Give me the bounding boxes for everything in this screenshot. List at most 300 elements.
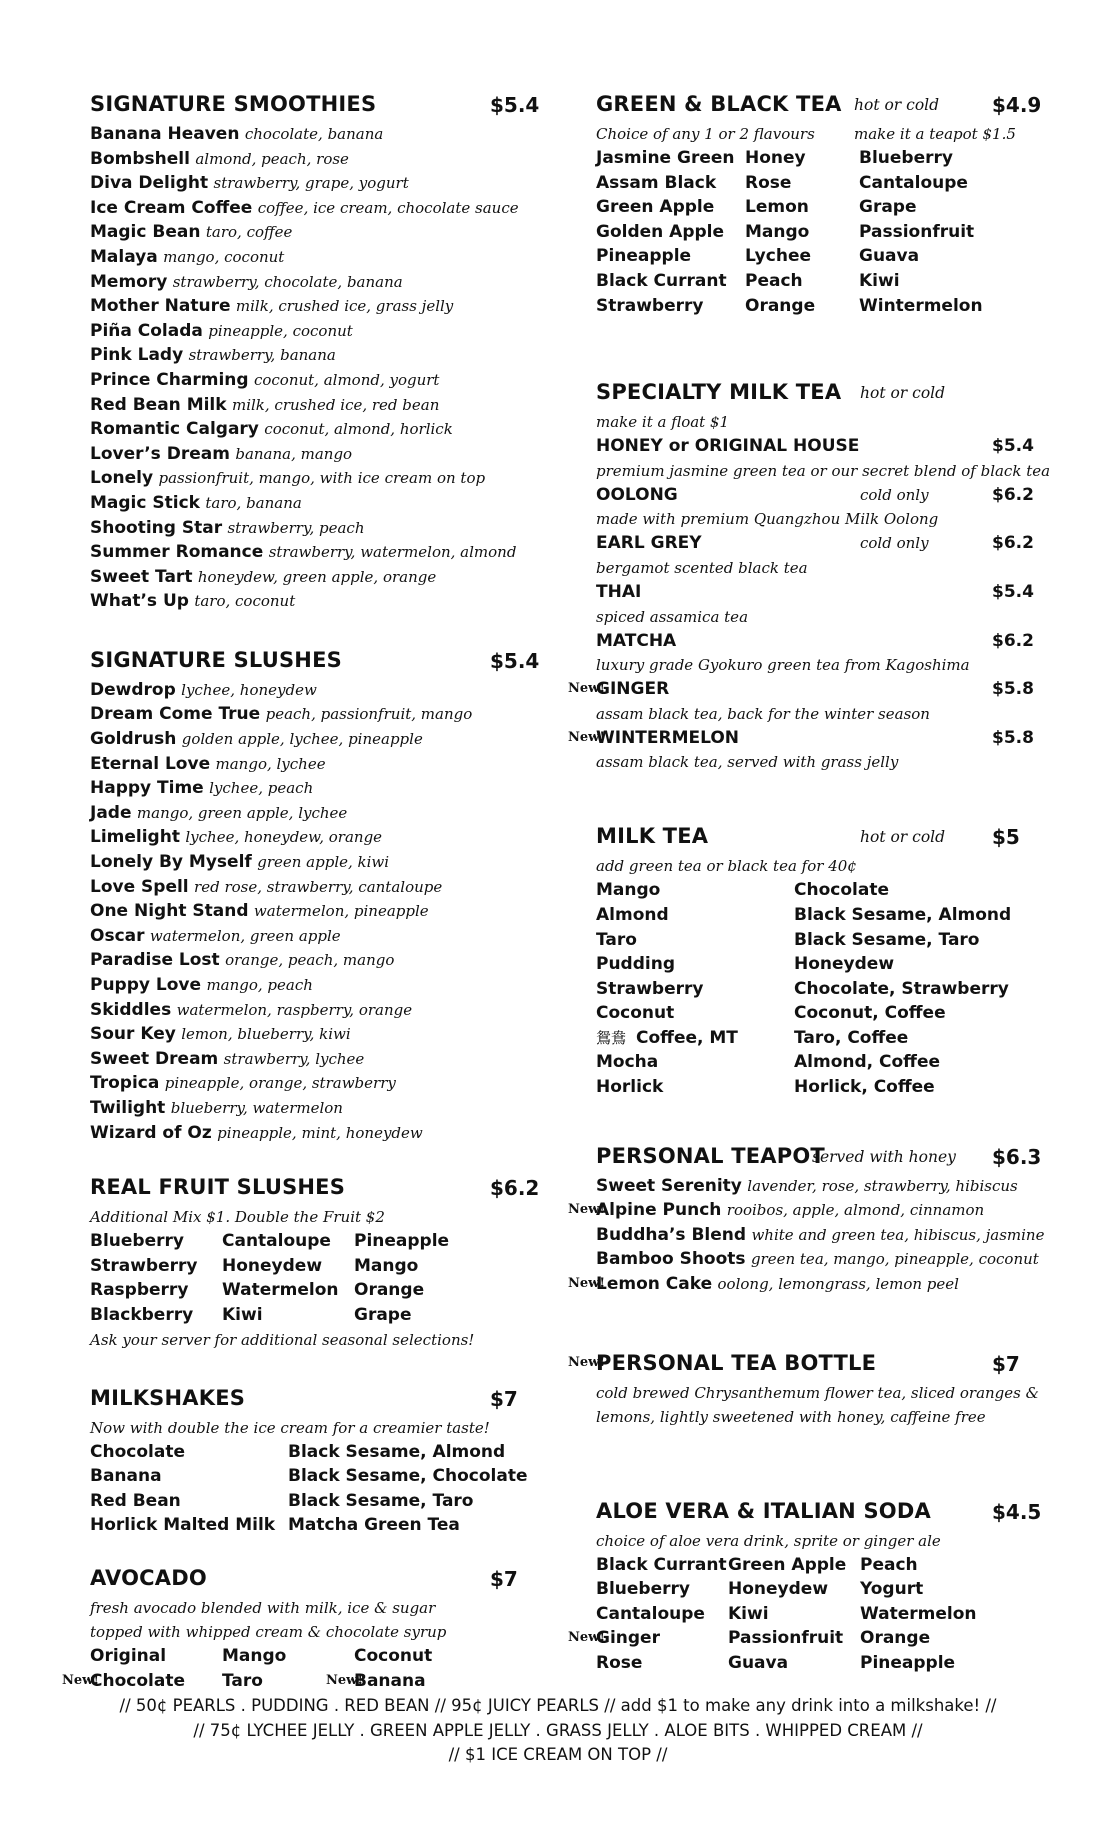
- menu-option: Coffee, MT: [636, 1027, 738, 1048]
- menu-option: Watermelon: [222, 1280, 339, 1301]
- flavour-grid: [596, 146, 1036, 318]
- menu-option: Cantaloupe: [222, 1231, 331, 1252]
- menu-item: [90, 491, 530, 516]
- menu-option: Original: [90, 1645, 167, 1666]
- menu-item: [90, 466, 530, 491]
- milkshake-grid: [90, 1440, 530, 1538]
- menu-option: Honeydew: [728, 1579, 829, 1600]
- menu-item: [90, 1071, 530, 1096]
- menu-option: Almond: [596, 904, 669, 925]
- item-name: Dream Come True: [90, 704, 261, 725]
- menu-item: [90, 1121, 530, 1146]
- menu-item: [90, 442, 530, 467]
- section-title: SIGNATURE SLUSHES: [90, 647, 342, 672]
- item-name: Summer Romance: [90, 542, 264, 563]
- menu-item: [596, 1223, 1045, 1248]
- section-title: SPECIALTY MILK TEA: [596, 380, 842, 405]
- section-note: lemons, lightly sweetened with honey, caffeine free: [596, 1407, 986, 1426]
- menu-item: [90, 245, 530, 270]
- section-price: $4.5: [992, 1499, 1042, 1524]
- item-name: Happy Time: [90, 778, 204, 799]
- item-description: milk, crushed ice, red bean: [231, 395, 440, 414]
- item-description: watermelon, green apple: [149, 926, 341, 945]
- menu-option: Yogurt: [860, 1579, 924, 1600]
- menu-option: Passionfruit: [859, 221, 975, 242]
- item-name: Sour Key: [90, 1024, 176, 1045]
- menu-option: Blackberry: [90, 1304, 194, 1325]
- item-name: Oscar: [90, 925, 145, 946]
- fruit-grid: [90, 1229, 530, 1327]
- item-price: $5.8: [992, 679, 1034, 700]
- menu-item: [90, 1047, 530, 1072]
- menu-item: [90, 1022, 530, 1047]
- item-name: GINGER: [596, 679, 670, 700]
- item-price: $5.4: [992, 581, 1034, 602]
- item-description: mango, lychee: [215, 754, 326, 773]
- item-description: almond, peach, rose: [195, 149, 349, 168]
- item-name: Goldrush: [90, 729, 177, 750]
- item-description: lychee, honeydew, orange: [185, 828, 383, 847]
- item-name: Bombshell: [90, 148, 190, 169]
- menu-item: [90, 294, 530, 319]
- menu-option: Banana: [354, 1670, 426, 1691]
- item-description: green apple, kiwi: [257, 853, 390, 872]
- menu-option: Black Sesame, Chocolate: [288, 1466, 528, 1487]
- menu-item: [90, 368, 530, 393]
- new-badge: New!: [568, 1630, 606, 1646]
- menu-option: Horlick, Coffee: [794, 1077, 935, 1098]
- item-description: strawberry, chocolate, banana: [172, 272, 403, 291]
- item-name: Sweet Dream: [90, 1048, 219, 1069]
- item-name: Piña Colada: [90, 320, 203, 341]
- item-name: HONEY or ORIGINAL HOUSE: [596, 436, 860, 457]
- item-name: Pink Lady: [90, 345, 184, 366]
- menu-item: [90, 776, 530, 801]
- menu-option: Guava: [728, 1653, 789, 1673]
- menu-option: Cantaloupe: [596, 1603, 705, 1624]
- item-name: One Night Stand: [90, 901, 249, 922]
- item-price: $5.8: [992, 727, 1034, 748]
- section-note: choice of aloe vera drink, sprite or ginger ale: [596, 1531, 941, 1550]
- item-description: bergamot scented black tea: [596, 558, 808, 577]
- chinese-label: 鴛鴦: [596, 1028, 627, 1047]
- menu-item: [90, 825, 530, 850]
- item-name: What’s Up: [90, 591, 189, 612]
- section-price: $5.4: [490, 648, 540, 673]
- section-price: $6.3: [992, 1144, 1042, 1169]
- avocado-grid: [62, 1644, 530, 1693]
- menu-option: Strawberry: [596, 978, 704, 999]
- menu-option: Chocolate: [794, 880, 889, 901]
- menu-option: Honey: [745, 148, 806, 168]
- item-name: Lemon Cake: [596, 1274, 713, 1295]
- item-name: Jade: [90, 802, 132, 823]
- menu-option: Taro: [222, 1670, 263, 1691]
- item-description: peach, passionfruit, mango: [265, 705, 473, 724]
- item-name: Limelight: [90, 827, 180, 848]
- item-description: mango, green apple, lychee: [136, 803, 348, 822]
- menu-option: Pineapple: [354, 1231, 450, 1252]
- item-description: luxury grade Gyokuro green tea from Kagoshima: [596, 656, 970, 675]
- item-description: taro, banana: [205, 493, 302, 512]
- item-name: Sweet Serenity: [596, 1175, 742, 1196]
- item-description: strawberry, watermelon, almond: [268, 543, 517, 562]
- menu-item: [90, 948, 530, 973]
- menu-option: Black Sesame, Almond: [794, 904, 1012, 925]
- menu-item: [90, 319, 530, 344]
- item-price: $5.4: [992, 436, 1034, 457]
- item-name: Twilight: [90, 1097, 166, 1118]
- section-note: cold brewed Chrysanthemum flower tea, sliced oranges &: [596, 1383, 1039, 1402]
- menu-option: Black Currant: [596, 270, 727, 291]
- menu-option: Grape: [354, 1304, 412, 1325]
- item-description: strawberry, grape, yogurt: [213, 174, 409, 193]
- menu-option: Assam Black: [596, 172, 717, 193]
- item-name: Magic Stick: [90, 492, 200, 513]
- section-note: topped with whipped cream & chocolate syrup: [90, 1622, 447, 1641]
- menu-item: [90, 899, 530, 924]
- signature-smoothies-section: [90, 92, 540, 614]
- menu-option: Coconut: [354, 1645, 433, 1666]
- section-title: PERSONAL TEA BOTTLE: [596, 1350, 877, 1375]
- item-description: chocolate, banana: [244, 125, 384, 143]
- menu-option: Raspberry: [90, 1280, 189, 1301]
- item-description: green tea, mango, pineapple, coconut: [750, 1250, 1039, 1269]
- item-name: Malaya: [90, 246, 158, 267]
- footer-line: // $1 ICE CREAM ON TOP //: [448, 1745, 668, 1764]
- item-name: Sweet Tart: [90, 566, 193, 587]
- section-footnote: Ask your server for additional seasonal selections!: [90, 1330, 475, 1349]
- menu-item: [90, 678, 530, 703]
- menu-option: Black Sesame, Taro: [288, 1490, 474, 1511]
- item-name: Wizard of Oz: [90, 1122, 212, 1143]
- section-price: $5.4: [490, 93, 540, 117]
- item-description: taro, coconut: [194, 592, 296, 611]
- section-note: Choice of any 1 or 2 flavours: [596, 125, 815, 143]
- item-description: coffee, ice cream, chocolate sauce: [257, 198, 519, 217]
- item-name: Paradise Lost: [90, 950, 220, 971]
- left-column: [62, 92, 540, 1693]
- menu-option: Almond, Coffee: [794, 1052, 941, 1073]
- menu-option: Orange: [745, 295, 816, 316]
- teapot-list: [568, 1174, 1045, 1297]
- section-title: SIGNATURE SMOOTHIES: [90, 92, 377, 116]
- item-name: Diva Delight: [90, 173, 209, 194]
- menu-option: Chocolate, Strawberry: [794, 978, 1009, 999]
- menu-option: Kiwi: [859, 270, 900, 291]
- menu-item: [90, 122, 530, 147]
- menu-option: Kiwi: [222, 1304, 263, 1325]
- item-description: coconut, almond, horlick: [264, 420, 453, 439]
- menu-option: Passionfruit: [728, 1628, 844, 1649]
- menu-option: Jasmine Green: [596, 148, 735, 168]
- item-description: assam black tea, served with grass jelly: [596, 753, 899, 772]
- item-price: $6.2: [992, 533, 1034, 554]
- menu-item: [90, 727, 530, 752]
- item-description: banana, mango: [235, 444, 353, 463]
- footer-line: // 50¢ PEARLS . PUDDING . RED BEAN // 95¢ JUICY PEARLS // add $1 to make any drink into a milkshake! //: [119, 1696, 997, 1715]
- new-badge: New!: [326, 1672, 364, 1688]
- section-title: MILK TEA: [596, 824, 709, 849]
- item-price: $6.2: [992, 484, 1034, 505]
- aloe-grid: [568, 1553, 1036, 1676]
- item-name: Mother Nature: [90, 296, 231, 317]
- menu-option: Kiwi: [728, 1603, 769, 1624]
- item-description: pineapple, orange, strawberry: [164, 1074, 396, 1093]
- specialty-item: [596, 629, 1036, 654]
- item-description: oolong, lemongrass, lemon peel: [717, 1275, 959, 1294]
- menu-option: Pineapple: [596, 246, 692, 267]
- menu-option: Watermelon: [860, 1603, 977, 1624]
- section-price: $7: [992, 1351, 1020, 1376]
- item-description: lychee, honeydew: [181, 680, 317, 699]
- section-note: add green tea or black tea for 40¢: [596, 857, 857, 876]
- menu-item: [596, 1174, 1036, 1199]
- section-title: GREEN & BLACK TEA: [596, 92, 842, 116]
- menu-option: Mango: [596, 880, 661, 901]
- item-description: white and green tea, hibiscus, jasmine: [751, 1225, 1045, 1244]
- menu-option: Guava: [859, 246, 920, 267]
- menu-option: Chocolate: [90, 1441, 185, 1462]
- milk-tea-grid: [596, 878, 1036, 1099]
- item-description: assam black tea, back for the winter season: [596, 704, 930, 723]
- section-title: MILKSHAKES: [90, 1385, 246, 1410]
- menu-option: Ginger: [596, 1628, 660, 1649]
- menu-item: [90, 850, 530, 875]
- new-badge: New!: [568, 1276, 606, 1292]
- specialty-item: [596, 434, 1036, 459]
- item-name: Lonely By Myself: [90, 852, 252, 873]
- new-badge: New!: [568, 1202, 606, 1218]
- item-description: rooibos, apple, almond, cinnamon: [726, 1201, 985, 1220]
- specialty-item: [596, 531, 1036, 556]
- menu-option: Blueberry: [596, 1579, 690, 1600]
- item-name: MATCHA: [596, 630, 677, 651]
- item-name: Bamboo Shoots: [596, 1249, 746, 1270]
- hot-or-cold-label: hot or cold: [854, 96, 940, 114]
- menu-option: Coconut, Coffee: [794, 1003, 946, 1024]
- item-name: Love Spell: [90, 876, 189, 897]
- item-name: THAI: [596, 581, 642, 602]
- item-description: orange, peach, mango: [225, 951, 395, 970]
- menu-option: Cantaloupe: [859, 172, 968, 193]
- menu-item: [90, 147, 530, 172]
- slush-list: [90, 678, 530, 1145]
- item-name: Prince Charming: [90, 369, 249, 390]
- item-description: lemon, blueberry, kiwi: [181, 1025, 351, 1044]
- item-name: EARL GREY: [596, 533, 702, 554]
- menu-item: [90, 171, 530, 196]
- menu-option: Orange: [860, 1628, 931, 1649]
- menu-item: [90, 516, 530, 541]
- new-badge: New!: [568, 681, 606, 697]
- section-title: REAL FRUIT SLUSHES: [90, 1175, 346, 1200]
- item-description: honeydew, green apple, orange: [197, 567, 437, 586]
- personal-tea-bottle-section: [568, 1350, 1039, 1429]
- menu-option: Coconut: [596, 1003, 675, 1024]
- item-price: $6.2: [992, 630, 1034, 651]
- menu-option: Wintermelon: [859, 295, 983, 316]
- item-name: Puppy Love: [90, 975, 202, 995]
- item-description: mango, peach: [206, 976, 313, 994]
- menu-option: Chocolate: [90, 1670, 185, 1691]
- item-name: Dewdrop: [90, 679, 176, 700]
- section-subtitle: served with honey: [812, 1147, 956, 1166]
- footer-line: // 75¢ LYCHEE JELLY . GREEN APPLE JELLY . GRASS JELLY . ALOE BITS . WHIPPED CREAM //: [193, 1720, 923, 1740]
- item-description: strawberry, lychee: [223, 1049, 365, 1068]
- menu-item: [568, 1272, 1036, 1297]
- item-description: coconut, almond, yogurt: [253, 370, 440, 389]
- menu-option: Blueberry: [859, 148, 953, 168]
- menu-option: Orange: [354, 1280, 425, 1301]
- menu-item: [90, 565, 530, 590]
- menu-option: Blueberry: [90, 1231, 184, 1252]
- item-name: Ice Cream Coffee: [90, 197, 253, 218]
- item-description: spiced assamica tea: [596, 607, 749, 626]
- new-badge: New!: [62, 1672, 100, 1688]
- menu-option: Peach: [745, 270, 803, 291]
- menu-item: [90, 702, 530, 727]
- item-description: golden apple, lychee, pineapple: [181, 730, 423, 749]
- menu-option: Black Currant: [596, 1554, 727, 1575]
- menu-option: Rose: [745, 172, 792, 193]
- cold-only-tag: cold only: [860, 534, 929, 553]
- menu-option: Green Apple: [596, 197, 715, 218]
- item-description: pineapple, mint, honeydew: [217, 1123, 423, 1142]
- menu-option: Honeydew: [222, 1255, 323, 1276]
- menu-option: Pineapple: [860, 1653, 956, 1673]
- item-description: watermelon, pineapple: [253, 902, 429, 921]
- item-description: lavender, rose, strawberry, hibiscus: [747, 1176, 1018, 1195]
- aloe-vera-soda-section: [568, 1498, 1042, 1676]
- item-name: WINTERMELON: [596, 727, 740, 748]
- signature-slushes-section: [90, 647, 540, 1145]
- avocado-section: [62, 1565, 530, 1693]
- menu-item: [90, 220, 530, 245]
- item-name: Memory: [90, 271, 168, 292]
- menu-item: [90, 196, 530, 221]
- item-name: Romantic Calgary: [90, 419, 259, 440]
- menu-item: [90, 393, 530, 418]
- item-description: blueberry, watermelon: [170, 1098, 343, 1117]
- section-price: $6.2: [490, 1176, 540, 1201]
- menu-option: Lemon: [745, 197, 809, 218]
- menu-option: Taro, Coffee: [794, 1027, 909, 1048]
- menu-option: Banana: [90, 1466, 162, 1487]
- menu-item: [90, 752, 530, 777]
- menu-option: Strawberry: [90, 1255, 198, 1276]
- menu-option: Mango: [222, 1645, 287, 1666]
- specialty-item: [568, 677, 1036, 702]
- specialty-item: [596, 580, 1036, 605]
- menu-option: Horlick Malted Milk: [90, 1515, 276, 1536]
- menu-item: [90, 875, 530, 900]
- real-fruit-slushes-section: [90, 1175, 540, 1351]
- menu-item: [90, 973, 530, 998]
- item-name: Lonely: [90, 468, 154, 489]
- item-name: Tropica: [90, 1073, 160, 1094]
- green-black-tea-section: [596, 92, 1042, 318]
- menu-option: Matcha Green Tea: [288, 1515, 460, 1536]
- menu-item: [90, 998, 530, 1023]
- item-description: milk, crushed ice, grass jelly: [235, 297, 454, 316]
- item-description: passionfruit, mango, with ice cream on top: [158, 469, 486, 488]
- menu-item: [90, 540, 530, 565]
- hot-or-cold-label: hot or cold: [860, 828, 946, 847]
- section-note: make it a float $1: [596, 413, 730, 432]
- menu-option: Black Sesame, Almond: [288, 1441, 506, 1462]
- teapot-note: make it a teapot $1.5: [854, 125, 1016, 143]
- item-description: taro, coffee: [205, 223, 293, 242]
- hot-or-cold-label: hot or cold: [860, 384, 946, 403]
- item-description: made with premium Quangzhou Milk Oolong: [596, 510, 939, 529]
- item-name: Eternal Love: [90, 753, 211, 774]
- smoothie-list: [90, 122, 530, 614]
- item-name: Magic Bean: [90, 222, 201, 243]
- milk-tea-section: [596, 824, 1036, 1099]
- cold-only-tag: cold only: [860, 485, 929, 504]
- menu-item: [90, 417, 530, 442]
- section-price: $7: [490, 1386, 518, 1411]
- section-note: fresh avocado blended with milk, ice & sugar: [90, 1598, 436, 1617]
- menu-option: Peach: [860, 1554, 918, 1575]
- right-column: [568, 92, 1051, 1676]
- specialty-milk-tea-section: [568, 380, 1051, 774]
- item-name: Skiddles: [90, 999, 172, 1020]
- menu-item: [90, 343, 530, 368]
- menu-option: Lychee: [745, 246, 811, 267]
- item-description: watermelon, raspberry, orange: [176, 1000, 413, 1019]
- section-price: $4.9: [992, 93, 1042, 117]
- menu-option: Green Apple: [728, 1554, 847, 1575]
- menu-option: Mango: [745, 221, 810, 242]
- menu-option: Mocha: [596, 1052, 659, 1073]
- section-price: $7: [490, 1566, 518, 1591]
- menu-option: Black Sesame, Taro: [794, 929, 980, 950]
- item-description: pineapple, coconut: [208, 321, 353, 340]
- menu-option: Red Bean: [90, 1490, 181, 1511]
- section-price: $5: [992, 825, 1020, 850]
- item-name: Red Bean Milk: [90, 394, 227, 415]
- specialty-list: [568, 434, 1051, 774]
- section-title: AVOCADO: [90, 1565, 207, 1590]
- item-description: premium jasmine green tea or our secret blend of black tea: [596, 461, 1051, 480]
- menu-item: [596, 1247, 1039, 1272]
- menu-option: Mango: [354, 1255, 419, 1276]
- item-name: OOLONG: [596, 484, 678, 505]
- menu-option: Golden Apple: [596, 221, 725, 242]
- section-note: Additional Mix $1. Double the Fruit $2: [90, 1208, 385, 1227]
- menu-option: Strawberry: [596, 295, 704, 316]
- milkshakes-section: [90, 1386, 530, 1538]
- item-name: Lover’s Dream: [90, 443, 230, 464]
- menu-item: [568, 1198, 1036, 1223]
- menu-option: Taro: [596, 929, 637, 950]
- item-name: Shooting Star: [90, 517, 223, 538]
- specialty-item: [596, 483, 1036, 508]
- section-note: Now with double the ice cream for a creamier taste!: [90, 1418, 490, 1437]
- menu-option: Rose: [596, 1653, 643, 1673]
- item-description: strawberry, banana: [188, 346, 336, 365]
- item-name: Banana Heaven: [90, 124, 240, 144]
- menu-item: [90, 270, 530, 295]
- toppings-footer: [0, 1694, 1116, 1768]
- item-description: lychee, peach: [209, 779, 314, 798]
- menu-item: [90, 1096, 530, 1121]
- menu-item: [90, 589, 530, 614]
- new-badge: New!: [568, 1354, 606, 1370]
- item-description: red rose, strawberry, cantaloupe: [194, 877, 443, 896]
